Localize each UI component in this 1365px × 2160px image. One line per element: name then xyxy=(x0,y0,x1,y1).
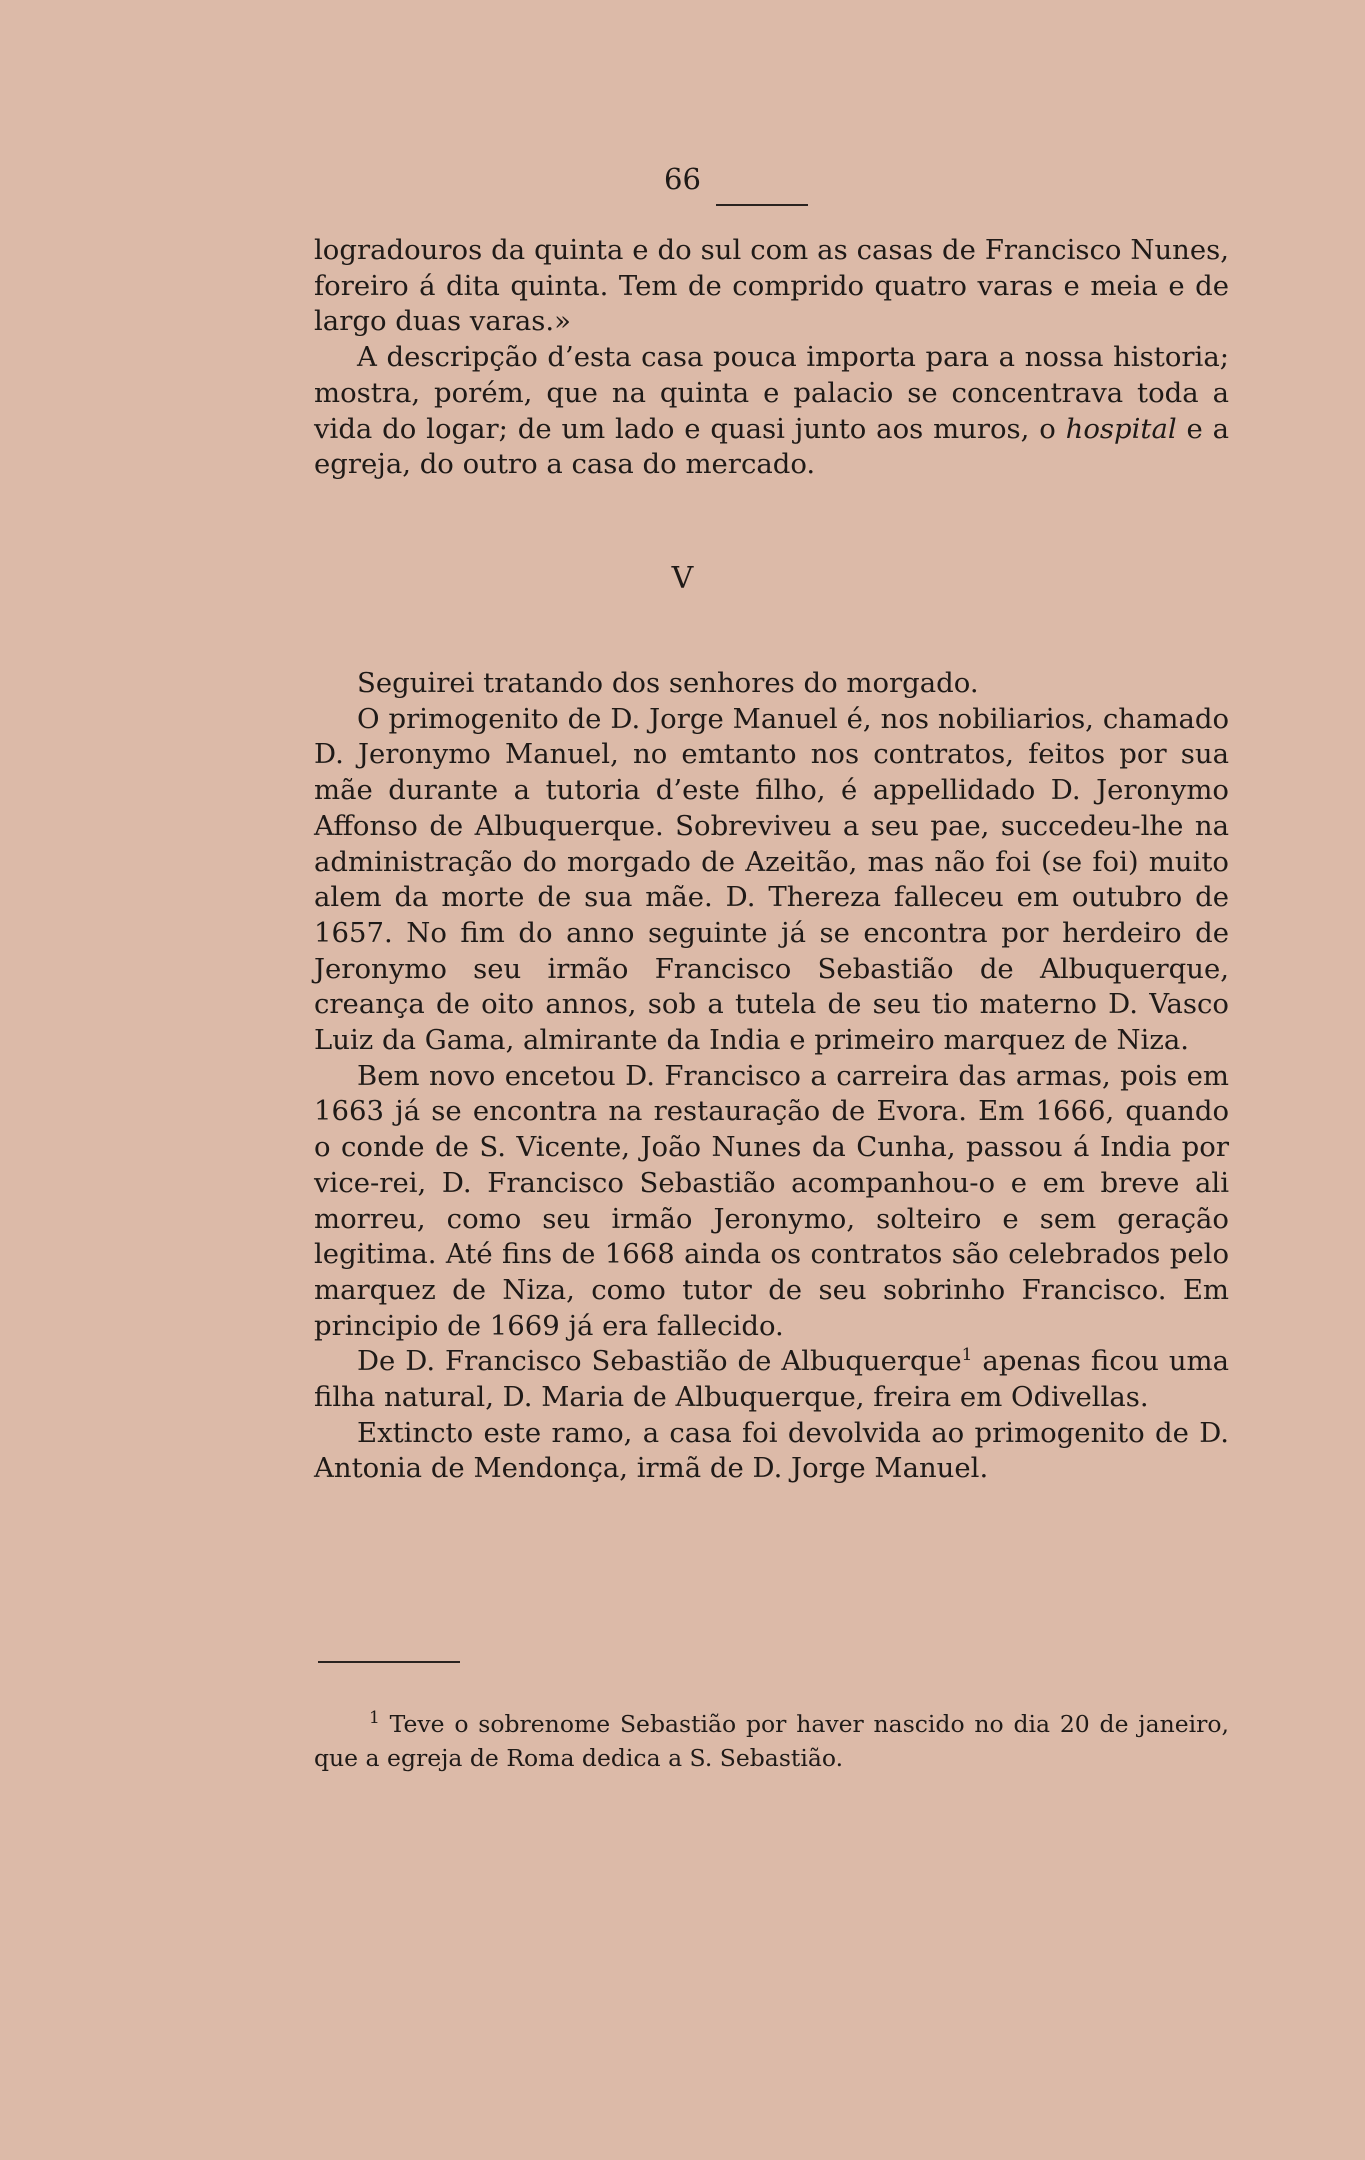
paragraph-text: A descripção d’esta casa pouca importa para a nossa historia; mostra, porém, que na quinta e palacio se concentrava toda a vida do logar; de um lado e quasi junto aos muros, o xyxy=(314,341,1229,445)
top-text-block xyxy=(314,233,1229,483)
paragraph: Extincto este ramo, a casa foi devolvida ao primogenito de D. Antonia de Mendonça, irmã de D. Jorge Manuel. xyxy=(314,1416,1229,1485)
paragraph: O primogenito de D. Jorge Manuel é, nos nobiliarios, chamado D. Jeronymo Manuel, no emtanto nos contratos, feitos por sua mãe durante a tutoria d’este filho, é appellidado D. Jeronymo Affonso de Albuquerque. Sobreviveu a seu pae, succedeu-lhe na administração do morgado de Azeitão, mas não foi (se foi) muito alem da morte de sua mãe. D. Thereza falleceu em outubro de 1657. No fim do anno seguinte já se encontra por herdeiro de Jeronymo seu irmão Francisco Sebastião de Albuquerque, creança de oito annos, sob a tutela de seu tio materno D. Vasco Luiz da Gama, almirante da India e primeiro marquez de Niza. xyxy=(314,702,1229,1057)
footnote-reference: 1 xyxy=(961,1345,973,1366)
footnote-mark: 1 xyxy=(369,1708,380,1729)
italic-term: hospital xyxy=(1065,412,1177,445)
page-number-rule xyxy=(716,204,808,206)
paragraph-with-footnote-ref xyxy=(314,1344,1229,1415)
page-number: 66 xyxy=(664,162,701,196)
paragraph-descripcao xyxy=(314,340,1229,483)
footnote-paragraph xyxy=(314,1707,1229,1775)
footnote xyxy=(314,1707,1229,1775)
footnote-text: Teve o sobrenome Sebastião por haver nascido no dia 20 de janeiro, que a egreja de Roma dedica a S. Sebastião. xyxy=(314,1710,1229,1772)
paragraph-text: e a egreja, do outro a casa do mercado. xyxy=(314,412,1229,481)
main-text-block xyxy=(314,666,1229,1487)
paragraph-text: apenas ficou uma filha natural, D. Maria de Albuquerque, freira em Odivellas. xyxy=(314,1345,1229,1414)
footnote-separator xyxy=(318,1661,460,1663)
paragraph: Bem novo encetou D. Francisco a carreira das armas, pois em 1663 já se encontra na restauração de Evora. Em 1666, quando o conde de S. Vicente, João Nunes da Cunha, passou á India por vice-rei, D. Francisco Sebastião acompanhou-o e em breve ali morreu, como seu irmão Jeronymo, solteiro e sem geração legitima. Até fins de 1668 ainda os contratos são celebrados pelo marquez de Niza, como tutor de seu sobrinho Francisco. Em principio de 1669 já era fallecido. xyxy=(314,1059,1229,1342)
section-heading: V xyxy=(671,561,694,596)
paragraph-text: De D. Francisco Sebastião de Albuquerque xyxy=(357,1345,962,1378)
paragraph: Seguirei tratando dos senhores do morgado. xyxy=(357,667,979,699)
paragraph-continuation: logradouros da quinta e do sul com as casas de Francisco Nunes, foreiro á dita quinta. Tem de comprido quatro varas e meia e de largo duas varas.» xyxy=(314,234,1229,338)
